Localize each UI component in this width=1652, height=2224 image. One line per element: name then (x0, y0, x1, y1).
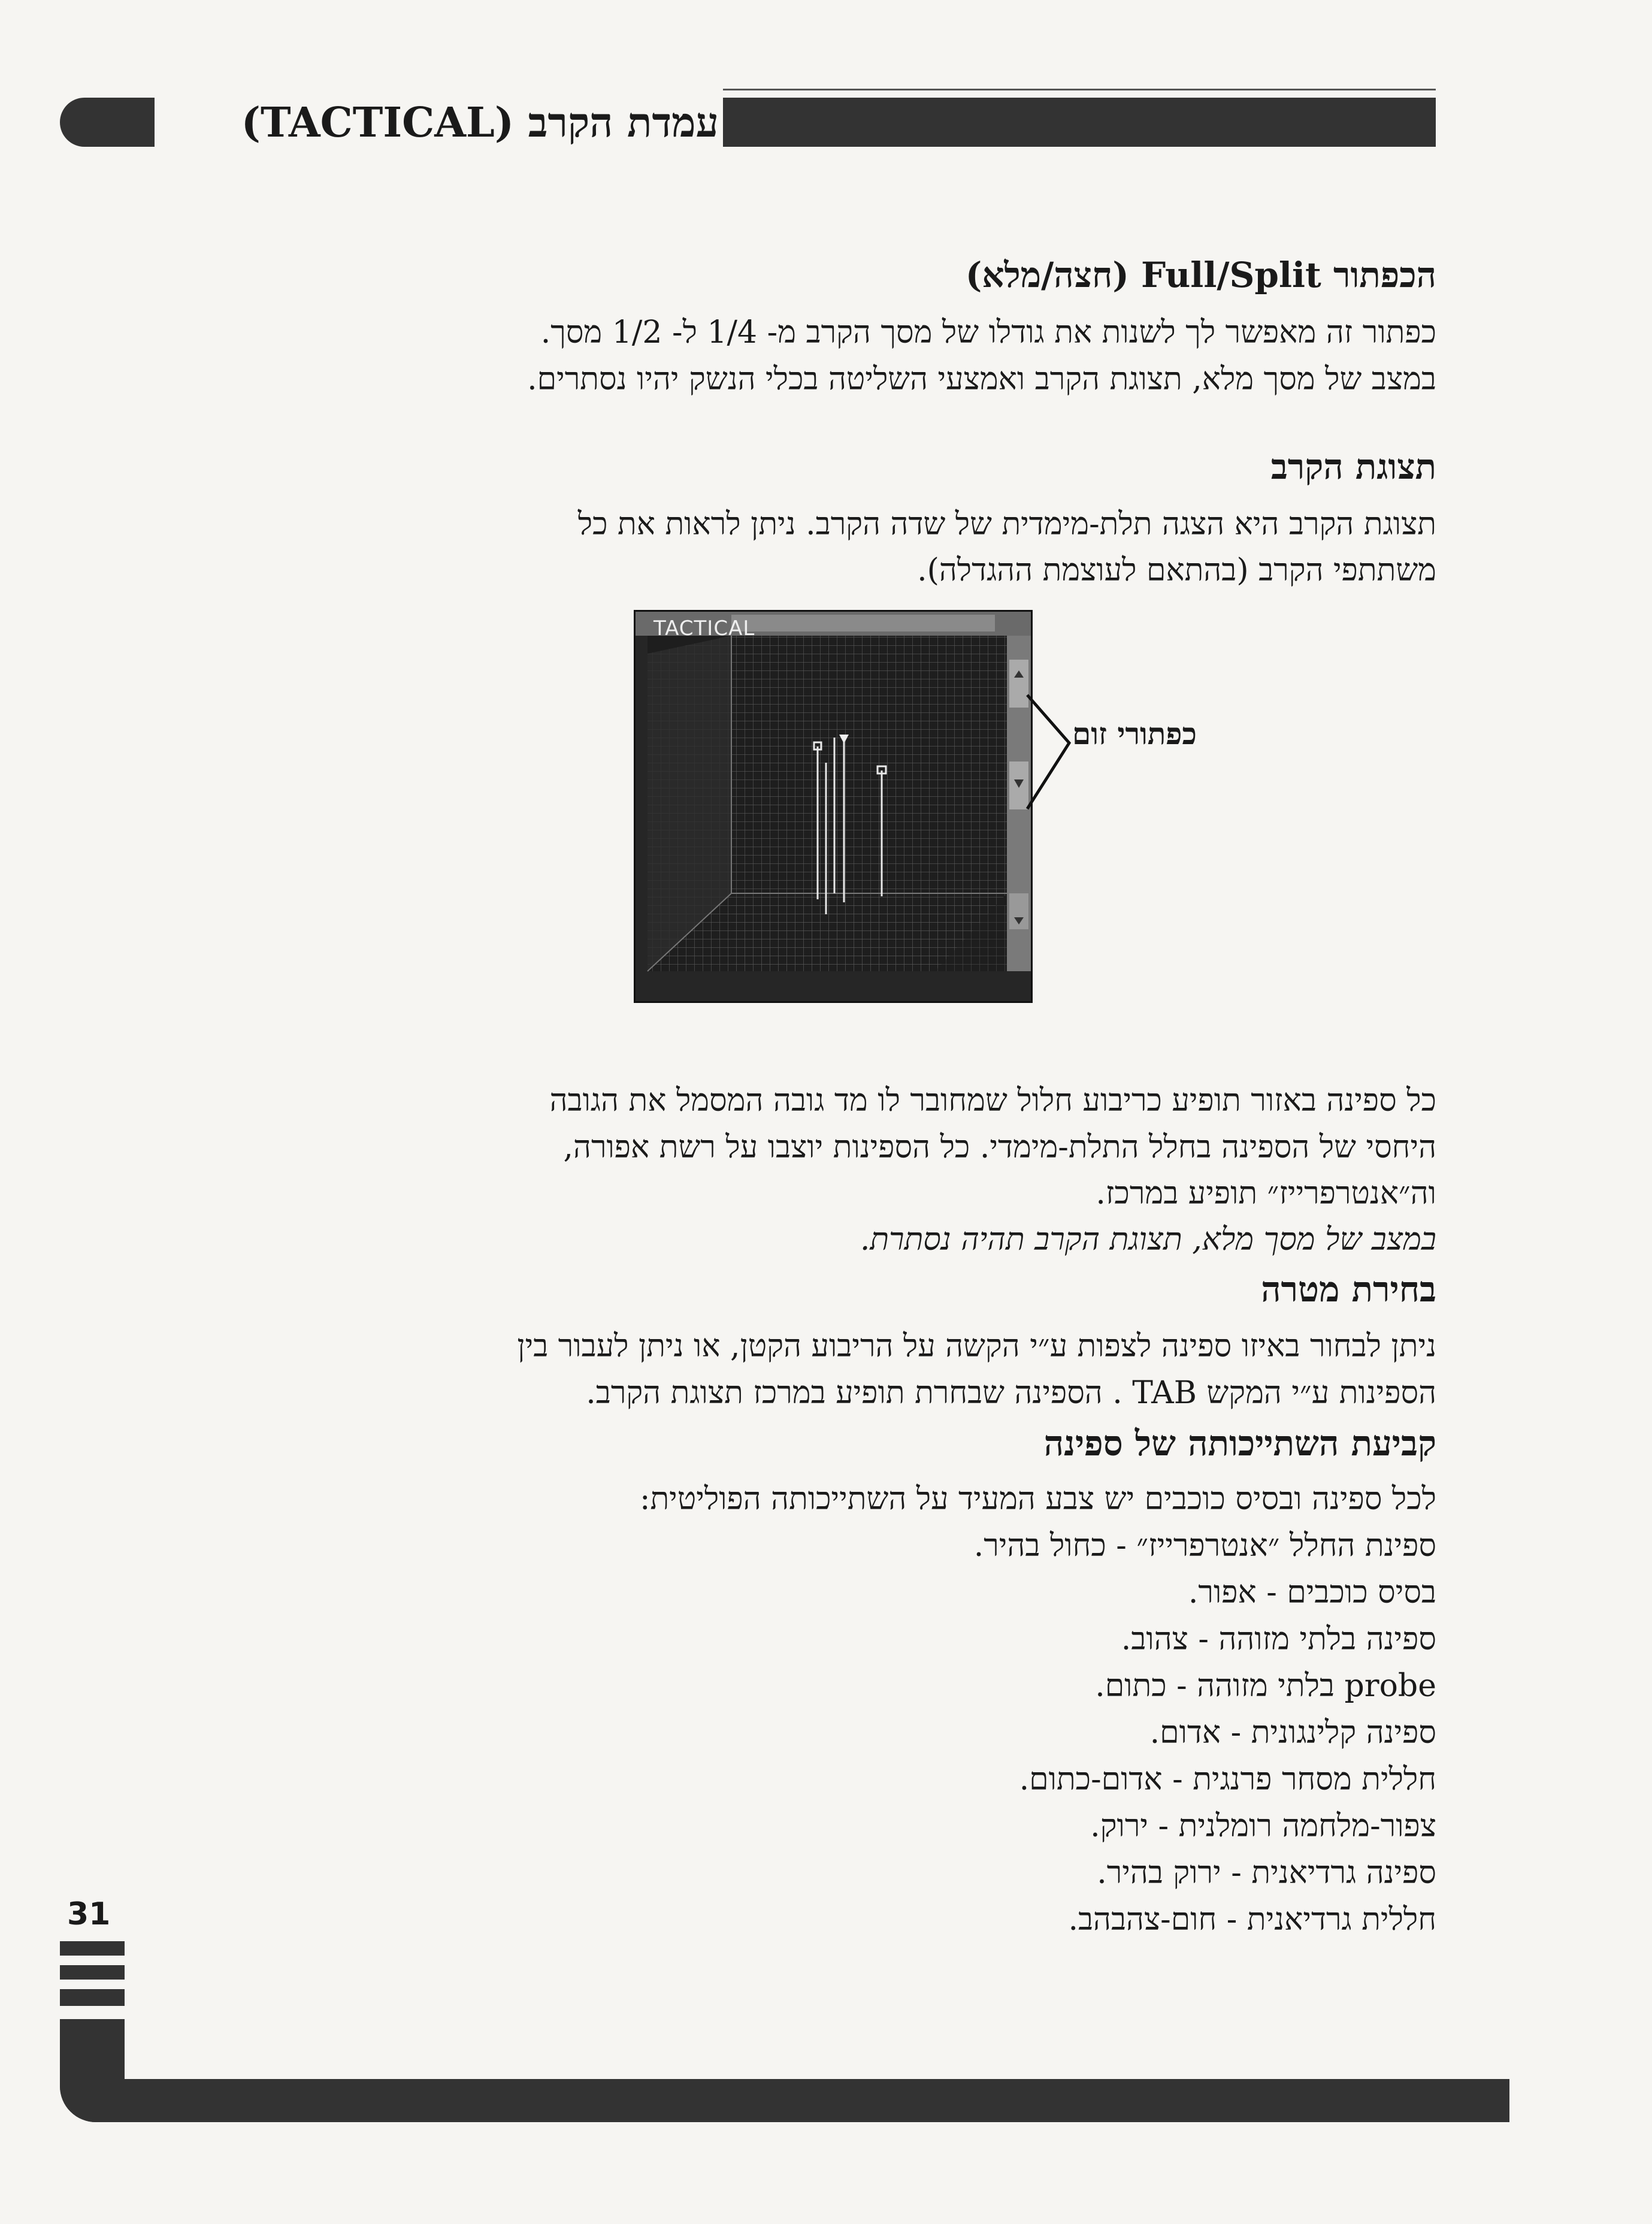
affiliation-item: חללית מסחר פרנגית - אדום-כתום. (1019, 1761, 1436, 1797)
tactical-screen-title: TACTICAL (653, 617, 755, 640)
full-split-paragraph-2: במצב של מסך מלא, תצוגת הקרב ואמצעי השליטה בכלי הנשק יהיו נסתרים. (527, 361, 1436, 397)
header-left-pill (60, 98, 155, 147)
affiliation-item: ספינה קלינגונית - אדום. (1149, 1715, 1436, 1751)
affiliation-item: ספינה גרדיאנית - ירוק בהיר. (1097, 1855, 1436, 1891)
full-split-heading: הכפתור Full/Split (חצה/מלא) (965, 255, 1436, 295)
ship-note: במצב של מסך מלא, תצוגת הקרב תהיה נסתרת. (860, 1222, 1436, 1258)
display-paragraph-1: תצוגת הקרב היא הצגה תלת-מימדית של שדה הקרב. ניתן לראות את כל (577, 506, 1436, 542)
zoom-callout-bracket (1018, 683, 1078, 839)
display-heading: תצוגת הקרב (1270, 446, 1436, 487)
target-paragraph-1: ניתן לבחור באיזו ספינה לצפות ע״י הקשה על הריבוע הקטן, או ניתן לעבור בין (517, 1328, 1436, 1364)
display-paragraph-2: משתתפי הקרב (בהתאם לעוצמת ההגדלה). (917, 552, 1436, 588)
target-paragraph-2: הספינות ע״י המקש TAB . הספינה שבחרת תופיע במרכז תצוגת הקרב. (586, 1375, 1436, 1411)
sidebar-stripe (60, 1965, 125, 1980)
sidebar-stripe (60, 1941, 125, 1956)
page-number: 31 (67, 1896, 111, 1932)
affiliation-item: חללית גרדיאנית - חום-צהבהב. (1068, 1902, 1436, 1938)
bottom-base-bar (60, 2079, 1509, 2122)
affiliation-item: ספינת החלל ״אנטרפרייז״ - כחול בהיר. (973, 1528, 1436, 1564)
affiliation-item: probe בלתי מזוהה - כתום. (1095, 1668, 1436, 1704)
ship-paragraph-1: כל ספינה באזור תופיע כריבוע חלול שמחובר לו מד גובה המסמל את הגובה (549, 1083, 1436, 1119)
affiliation-intro: לכל ספינה ובסיס כוכבים יש צבע המעיד על השתייכותה הפוליטית: (639, 1481, 1436, 1517)
affiliation-item: ספינה בלתי מזוהה - צהוב. (1121, 1621, 1436, 1657)
full-split-paragraph-1: כפתור זה מאפשר לך לשנות את גודלו של מסך הקרב מ- 1/4 ל- 1/2 מסך. (540, 315, 1436, 350)
header-right-bar (723, 98, 1436, 147)
ship-paragraph-3: וה״אנטרפרייז״ תופיע במרכז. (1096, 1176, 1436, 1211)
page-title: עמדת הקרב (TACTICAL) (241, 99, 719, 147)
tactical-grid-graphic (636, 612, 1031, 1001)
affiliation-item: בסיס כוכבים - אפור. (1188, 1575, 1436, 1610)
zoom-buttons-label: כפתורי זום (1072, 716, 1197, 751)
sidebar-stripe (60, 1989, 125, 2006)
header-hairline (723, 89, 1436, 90)
affiliation-heading: קביעת השתייכותה של ספינה (1043, 1423, 1436, 1464)
tactical-screen-figure (634, 610, 1033, 1003)
affiliation-item: צפור-מלחמה רומלנית - ירוק. (1090, 1808, 1436, 1844)
target-heading: בחירת מטרה (1261, 1269, 1436, 1310)
ship-paragraph-2: היחסי של הספינה בחלל התלת-מימדי. כל הספינות יוצבו על רשת אפורה, (563, 1129, 1436, 1165)
